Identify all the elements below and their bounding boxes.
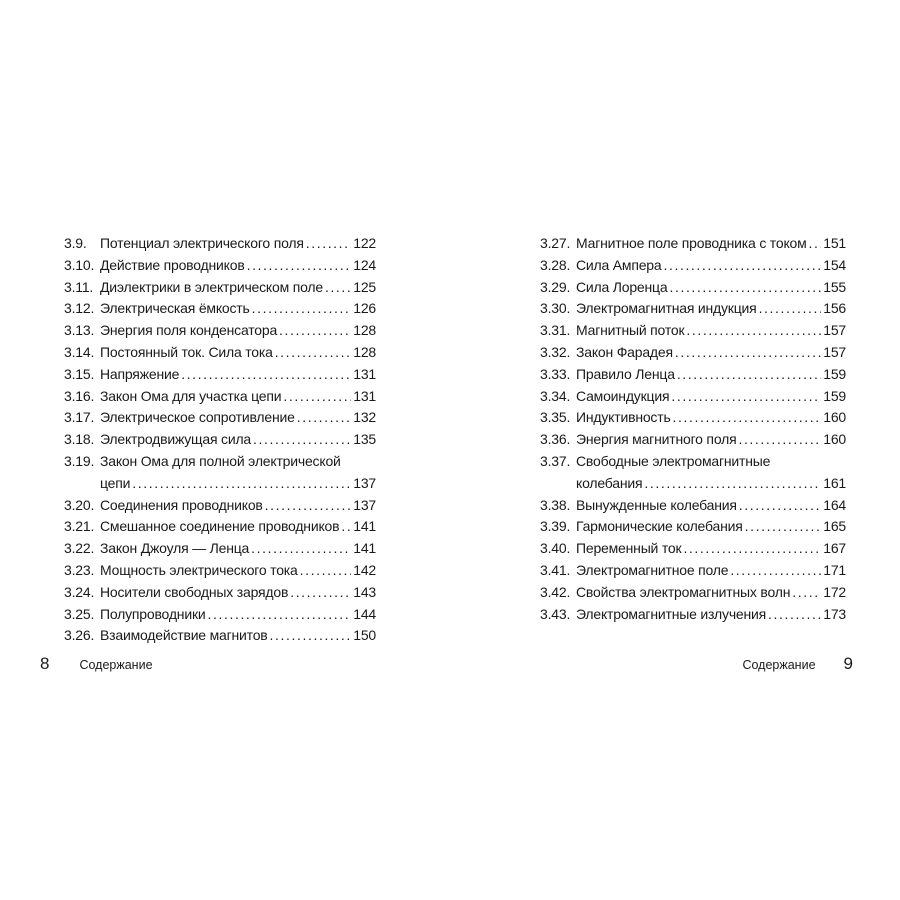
toc-entry[interactable] (540, 429, 846, 451)
toc-entry[interactable] (540, 582, 846, 604)
entry-page-number: 161 (823, 474, 846, 491)
toc-entry[interactable] (540, 516, 846, 538)
dot-leader (683, 538, 821, 560)
toc-entry[interactable] (64, 495, 376, 517)
dot-leader (759, 298, 822, 320)
entry-title: Сила Лоренца (576, 278, 668, 295)
toc-entry[interactable] (64, 407, 376, 429)
entry-title: Действие проводников (100, 256, 245, 273)
toc-entry[interactable] (540, 255, 846, 277)
dot-leader (251, 538, 351, 560)
toc-entry[interactable] (540, 364, 846, 386)
entry-page-number: 167 (823, 540, 846, 557)
dot-leader (677, 364, 821, 386)
toc-entry[interactable] (540, 277, 846, 299)
entry-number: 3.37. (540, 452, 571, 469)
entry-title: Свободные электромагнитные (576, 452, 771, 469)
entry-number: 3.30. (540, 300, 571, 317)
toc-entry[interactable] (64, 560, 376, 582)
entry-page-number: 159 (823, 387, 846, 404)
entry-number: 3.43. (540, 605, 571, 622)
entry-title: Диэлектрики в электрическом поле (100, 278, 323, 295)
entry-number: 3.25. (64, 605, 95, 622)
entry-page-number: 141 (353, 540, 376, 557)
page-folio: 9 (843, 654, 853, 673)
toc-entry[interactable] (540, 320, 846, 342)
entry-title: Полупроводники (100, 605, 206, 622)
entry-number: 3.24. (64, 583, 95, 600)
entry-number: 3.35. (540, 409, 571, 426)
entry-number: 3.42. (540, 583, 571, 600)
entry-page-number: 155 (823, 278, 846, 295)
entry-number: 3.23. (64, 561, 95, 578)
entry-title: Соединения проводников (100, 496, 263, 513)
entry-title: Закон Джоуля — Ленца (100, 540, 250, 557)
entry-page-number: 128 (353, 343, 376, 360)
toc-entry[interactable] (540, 407, 846, 429)
entry-title: Носители свободных зарядов (100, 583, 289, 600)
entry-title: Электрическая ёмкость (100, 300, 250, 317)
entry-title: Вынужденные колебания (576, 496, 737, 513)
entry-number: 3.31. (540, 322, 571, 339)
dot-leader (739, 495, 821, 517)
entry-page-number: 141 (353, 518, 376, 535)
entry-page-number: 156 (823, 300, 846, 317)
entry-title: Смешанное соединение проводников (100, 518, 340, 535)
entry-number: 3.17. (64, 409, 95, 426)
entry-page-number: 126 (353, 300, 376, 317)
toc-entry[interactable] (64, 364, 376, 386)
toc-entry[interactable] (64, 582, 376, 604)
toc-entry[interactable] (540, 342, 846, 364)
page-folio: 8 (40, 654, 50, 673)
entry-number: 3.36. (540, 431, 571, 448)
right-page (450, 0, 900, 900)
dot-leader (208, 604, 352, 626)
entry-page-number: 135 (353, 431, 376, 448)
entry-title: Энергия поля конденсатора (100, 322, 278, 339)
page-footer-right (742, 652, 853, 676)
entry-number: 3.34. (540, 387, 571, 404)
entry-number: 3.12. (64, 300, 95, 317)
dot-leader (290, 582, 351, 604)
dot-leader (644, 473, 821, 495)
toc-entry[interactable] (540, 538, 846, 560)
entry-number: 3.14. (64, 343, 95, 360)
entry-title: Электрическое сопротивление (100, 409, 295, 426)
entry-number: 3.40. (540, 540, 571, 557)
dot-leader (809, 233, 822, 255)
toc-entry[interactable] (64, 298, 376, 320)
dot-leader (325, 277, 351, 299)
entry-page-number: 142 (353, 561, 376, 578)
entry-page-number: 157 (823, 322, 846, 339)
toc-entry[interactable] (64, 233, 376, 255)
entry-number: 3.41. (540, 561, 571, 578)
entry-title: Постоянный ток. Сила тока (100, 343, 273, 360)
entry-page-number: 128 (353, 322, 376, 339)
entry-title: Гармонические колебания (576, 518, 743, 535)
entry-page-number: 157 (823, 343, 846, 360)
dot-leader (341, 516, 351, 538)
dot-leader (253, 429, 351, 451)
entry-title: Свойства электромагнитных волн (576, 583, 791, 600)
entry-page-number: 172 (823, 583, 846, 600)
toc-entry[interactable] (64, 342, 376, 364)
dot-leader (283, 386, 351, 408)
entry-number: 3.39. (540, 518, 571, 535)
toc-entry[interactable] (64, 451, 376, 495)
entry-title: Потенциал электрического поля (100, 235, 304, 251)
entry-title-continuation: цепи (100, 474, 131, 491)
dot-leader (686, 320, 821, 342)
dot-leader (265, 495, 352, 517)
entry-number: 3.10. (64, 256, 95, 273)
dot-leader (663, 255, 821, 277)
toc-entry[interactable] (540, 233, 846, 255)
entry-page-number: 125 (353, 278, 376, 295)
dot-leader (279, 320, 351, 342)
entry-number: 3.20. (64, 496, 95, 513)
dot-leader (300, 560, 352, 582)
dot-leader (792, 582, 821, 604)
entry-title: Электродвижущая сила (100, 431, 252, 448)
toc-entry[interactable] (64, 320, 376, 342)
dot-leader (768, 604, 821, 626)
entry-title: Электромагнитные излучения (576, 605, 767, 622)
entry-number: 3.38. (540, 496, 571, 513)
dot-leader (675, 342, 821, 364)
entry-page-number: 137 (353, 496, 376, 513)
entry-page-number: 150 (353, 627, 376, 644)
entry-page-number: 124 (353, 256, 376, 273)
entry-number: 3.18. (64, 431, 95, 448)
toc-entry[interactable] (64, 386, 376, 408)
toc-list-right (540, 233, 846, 625)
entry-title: Сила Ампера (576, 256, 662, 273)
entry-number: 3.13. (64, 322, 95, 339)
entry-number: 3.9. (64, 235, 87, 251)
entry-page-number: 165 (823, 518, 846, 535)
toc-entry[interactable] (540, 386, 846, 408)
entry-page-number: 164 (823, 496, 846, 513)
toc-entry[interactable] (64, 625, 376, 647)
dot-leader (673, 407, 822, 429)
entry-page-number: 132 (353, 409, 376, 426)
entry-number: 3.16. (64, 387, 95, 404)
dot-leader (730, 560, 821, 582)
entry-title: Энергия магнитного поля (576, 431, 737, 448)
entry-number: 3.19. (64, 452, 95, 469)
entry-page-number: 160 (823, 409, 846, 426)
entry-page-number: 137 (353, 474, 376, 491)
entry-page-number: 122 (353, 235, 376, 251)
toc-entry[interactable] (540, 604, 846, 626)
entry-title: Закон Ома для полной электрической (100, 452, 341, 469)
entry-number: 3.22. (64, 540, 95, 557)
entry-number: 3.21. (64, 518, 95, 535)
toc-entry[interactable] (64, 538, 376, 560)
entry-number: 3.32. (540, 343, 571, 360)
entry-title: Самоиндукция (576, 387, 670, 404)
entry-title: Магнитное поле проводника с током (576, 235, 807, 251)
entry-title-continuation: колебания (576, 474, 643, 491)
entry-title: Магнитный поток (576, 322, 685, 339)
entry-number: 3.26. (64, 627, 95, 644)
entry-page-number: 151 (823, 235, 846, 251)
entry-title: Закон Фарадея (576, 343, 673, 360)
toc-entry[interactable] (64, 604, 376, 626)
entry-title: Правило Ленца (576, 365, 675, 382)
entry-page-number: 159 (823, 365, 846, 382)
toc-entry[interactable] (64, 255, 376, 277)
entry-number: 3.28. (540, 256, 571, 273)
dot-leader (306, 233, 352, 255)
toc-entry[interactable] (540, 495, 846, 517)
entry-page-number: 144 (353, 605, 376, 622)
toc-list-left (64, 233, 376, 647)
entry-page-number: 171 (823, 561, 846, 578)
dot-leader (252, 298, 352, 320)
entry-page-number: 131 (353, 387, 376, 404)
entry-number: 3.27. (540, 235, 571, 251)
dot-leader (270, 625, 352, 647)
entry-title: Переменный ток (576, 540, 682, 557)
dot-leader (297, 407, 352, 429)
dot-leader (745, 516, 822, 538)
running-title: Содержание (79, 658, 153, 672)
entry-title: Мощность электрического тока (100, 561, 298, 578)
dot-leader (671, 386, 821, 408)
entry-page-number: 143 (353, 583, 376, 600)
running-title: Содержание (742, 658, 816, 672)
toc-entry[interactable] (540, 298, 846, 320)
entry-title: Закон Ома для участка цепи (100, 387, 282, 404)
entry-title: Электромагнитное поле (576, 561, 729, 578)
dot-leader (669, 277, 821, 299)
dot-leader (275, 342, 352, 364)
entry-page-number: 173 (823, 605, 846, 622)
toc-entry[interactable] (540, 451, 846, 495)
toc-entry[interactable] (540, 560, 846, 582)
toc-entry[interactable] (64, 429, 376, 451)
page-footer-left (40, 652, 153, 676)
entry-number: 3.11. (64, 278, 94, 295)
toc-entry[interactable] (64, 277, 376, 299)
dot-leader (247, 255, 352, 277)
dot-leader (738, 429, 821, 451)
entry-title: Индуктивность (576, 409, 671, 426)
entry-page-number: 154 (823, 256, 846, 273)
entry-number: 3.29. (540, 278, 571, 295)
entry-title: Электромагнитная индукция (576, 300, 757, 317)
toc-entry[interactable] (64, 516, 376, 538)
entry-number: 3.15. (64, 365, 95, 382)
entry-page-number: 160 (823, 431, 846, 448)
entry-page-number: 131 (353, 365, 376, 382)
entry-title: Взаимодействие магнитов (100, 627, 268, 644)
dot-leader (132, 473, 351, 495)
entry-title: Напряжение (100, 365, 180, 382)
dot-leader (181, 364, 351, 386)
entry-number: 3.33. (540, 365, 571, 382)
